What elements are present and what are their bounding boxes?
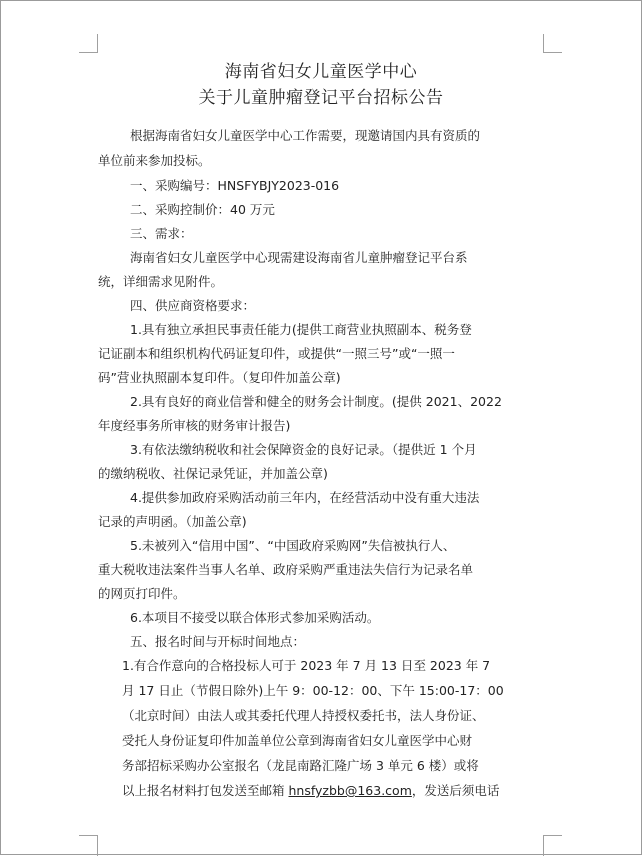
doc-title: 海南省妇女儿童医学中心 [224, 62, 418, 82]
margin-corner-mark [543, 34, 562, 53]
paragraph-line: 重大税收违法案件当事人名单、政府采购严重违法失信行为记录名单 [98, 562, 474, 577]
doc-subtitle: 关于儿童肿瘤登记平台招标公告 [198, 88, 444, 108]
paragraph-line: 受托人身份证复印件加盖单位公章到海南省妇女儿童医学中心财 [122, 733, 473, 748]
paragraph-line: 记录的声明函。（加盖公章) [98, 514, 247, 529]
margin-corner-mark [543, 835, 562, 856]
section-heading: 三、需求： [130, 226, 193, 241]
paragraph-line [122, 781, 499, 799]
paragraph-line: 单位前来参加投标。 [98, 153, 211, 168]
section-heading: 一、采购编号：HNSFYBJY2023-016 [130, 178, 340, 193]
paragraph-line: 根据海南省妇女儿童医学中心工作需要，现邀请国内具有资质的 [130, 128, 481, 143]
email-link[interactable]: hnsfyzbb@163.com [288, 783, 412, 798]
paragraph-line: 6.本项目不接受以联合体形式参加采购活动。 [130, 610, 380, 625]
paragraph-line: 月 17 日止（节假日除外)上午 9：00-12：00、下午 15:00-17：00 [122, 683, 504, 698]
paragraph-line: （北京时间）由法人或其委托代理人持授权委托书，法人身份证、 [122, 708, 485, 723]
section-heading: 五、报名时间与开标时间地点： [130, 634, 306, 649]
paragraph-line: 的缴纳税收、社保记录凭证，并加盖公章) [98, 466, 328, 481]
paragraph-line: 年度经事务所审核的财务审计报告) [98, 418, 291, 433]
paragraph-text: ，发送后须电话 [411, 783, 500, 798]
paragraph-line: 3.有依法缴纳税收和社会保障资金的良好记录。（提供近 1 个月 [130, 442, 477, 457]
margin-corner-mark [79, 34, 98, 53]
section-heading: 二、采购控制价：40 万元 [130, 202, 275, 217]
paragraph-line: 1.有合作意向的合格投标人可于 2023 年 7 月 13 日至 2023 年 7 [122, 658, 491, 673]
paragraph-line: 码”营业执照副本复印件。（复印件加盖公章) [98, 370, 341, 385]
paragraph-line: 4.提供参加政府采购活动前三年内，在经营活动中没有重大违法 [130, 490, 480, 505]
paragraph-line: 务部招标采购办公室报名（龙昆南路汇隆广场 3 单元 6 楼）或将 [122, 758, 479, 773]
paragraph-line: 记证副本和组织机构代码证复印件，或提供“一照三号”或“一照一 [98, 346, 455, 361]
paragraph-line: 统，详细需求见附件。 [98, 274, 224, 289]
margin-corner-mark [79, 835, 98, 856]
section-heading: 四、供应商资格要求： [130, 298, 256, 313]
paragraph-line: 5.未被列入“信用中国”、“中国政府采购网”失信被执行人、 [130, 538, 456, 553]
paragraph-line: 2.具有良好的商业信誉和健全的财务会计制度。(提供 2021、2022 [130, 394, 502, 409]
paragraph-line: 的网页打印件。 [98, 586, 186, 601]
paragraph-line: 1.具有独立承担民事责任能力(提供工商营业执照副本、税务登 [130, 322, 472, 337]
paragraph-line: 海南省妇女儿童医学中心现需建设海南省儿童肿瘤登记平台系 [130, 250, 468, 265]
paragraph-text: 以上报名材料打包发送至邮箱 [122, 783, 289, 798]
